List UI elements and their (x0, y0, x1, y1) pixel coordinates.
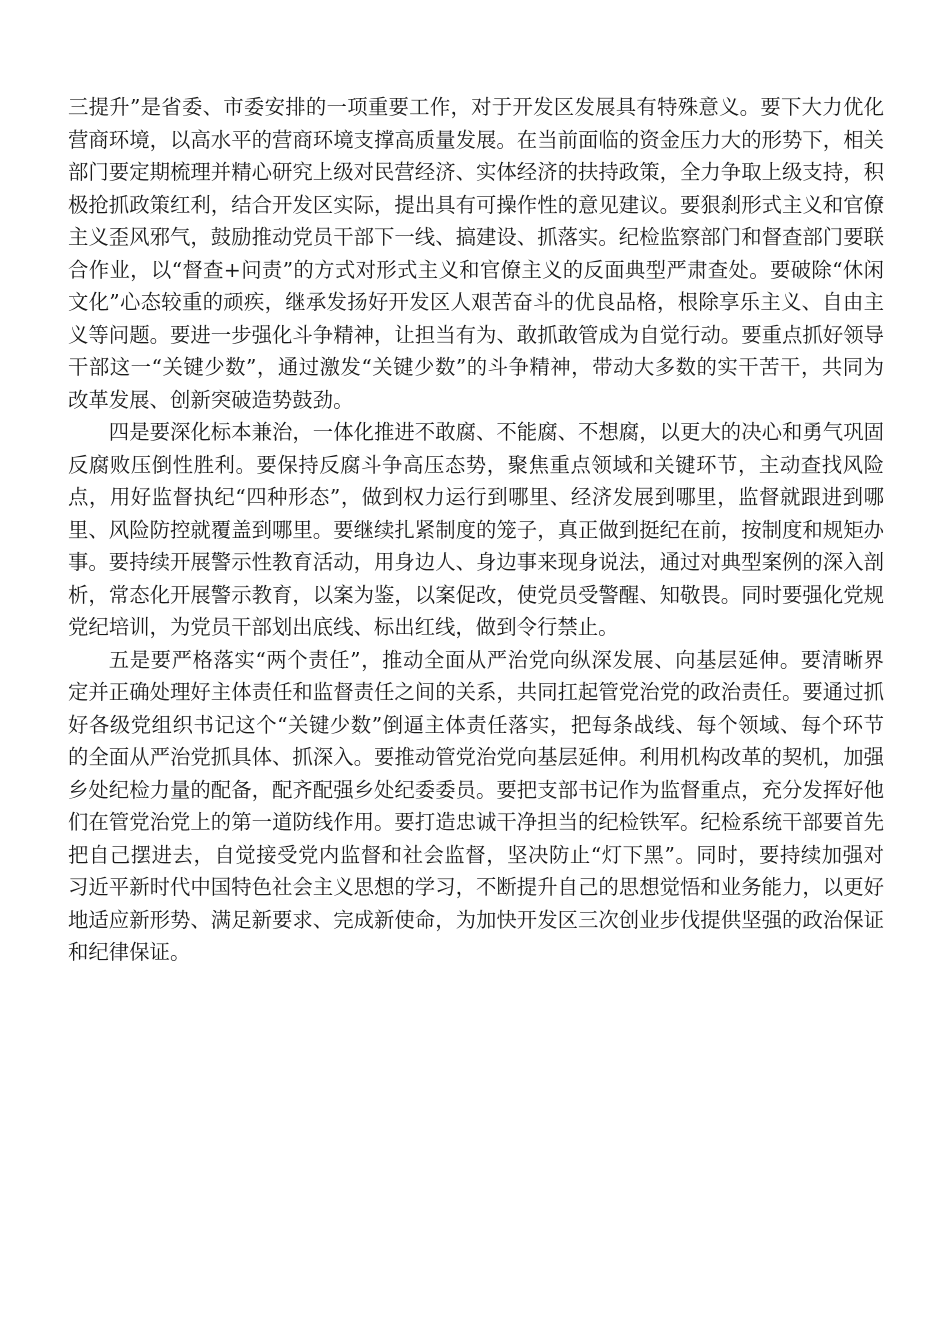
paragraph-point-four: 四是要深化标本兼治，一体化推进不敢腐、不能腐、不想腐，以更大的决心和勇气巩固反腐败压倒性胜利。要保持反腐斗争高压态势，聚焦重点领域和关键环节，主动查找风险点，用好监督执纪“四种形态”，做到权力运行到哪里、经济发展到哪里，监督就跟进到哪里、风险防控就覆盖到哪里。要继续扎紧制度的笼子，真正做到挺纪在前，按制度和规矩办事。要持续开展警示性教育活动，用身边人、身边事来现身说法，通过对典型案例的深入剖析，常态化开展警示教育，以案为鉴，以案促改，使党员受警醒、知敬畏。同时要强化党规党纪培训，为党员干部划出底线、标出红线，做到令行禁止。 (68, 420, 884, 639)
paragraph-point-five: 五是要严格落实“两个责任”，推动全面从严治党向纵深发展、向基层延伸。要清晰界定并正确处理好主体责任和监督责任之间的关系，共同扛起管党治党的政治责任。要通过抓好各级党组织书记这个“关键少数”倒逼主体责任落实，把每条战线、每个领域、每个环节的全面从严治党抓具体、抓深入。要推动管党治党向基层延伸。利用机构改革的契机，加强乡处纪检力量的配备，配齐配强乡处纪委委员。要把支部书记作为监督重点，充分发挥好他们在管党治党上的第一道防线作用。要打造忠诚干净担当的纪检铁军。纪检系统干部要首先把自己摆进去，自觉接受党内监督和社会监督，坚决防止“灯下黑”。同时，要持续加强对习近平新时代中国特色社会主义思想的学习，不断提升自己的思想觉悟和业务能力，以更好地适应新形势、满足新要求、完成新使命，为加快开发区三次创业步伐提供坚强的政治保证和纪律保证。 (68, 647, 884, 964)
document-body (68, 91, 884, 969)
paragraph-continuation: 三提升”是省委、市委安排的一项重要工作，对于开发区发展具有特殊意义。要下大力优化营商环境，以高水平的营商环境支撑高质量发展。在当前面临的资金压力大的形势下，相关部门要定期梳理并精心研究上级对民营经济、实体经济的扶持政策，全力争取上级支持，积极抢抓政策红利，结合开发区实际，提出具有可操作性的意见建议。要狠刹形式主义和官僚主义歪风邪气，鼓励推动党员干部下一线、搞建设、抓落实。纪检监察部门和督查部门要联合作业，以“督查+问责”的方式对形式主义和官僚主义的反面典型严肃查处。要破除“休闲文化”心态较重的顽疾，继承发扬好开发区人艰苦奋斗的优良品格，根除享乐主义、自由主义等问题。要进一步强化斗争精神，让担当有为、敢抓敢管成为自觉行动。要重点抓好领导干部这一“关键少数”，通过激发“关键少数”的斗争精神，带动大多数的实干苦干，共同为改革发展、创新突破造势鼓劲。 (68, 95, 884, 412)
